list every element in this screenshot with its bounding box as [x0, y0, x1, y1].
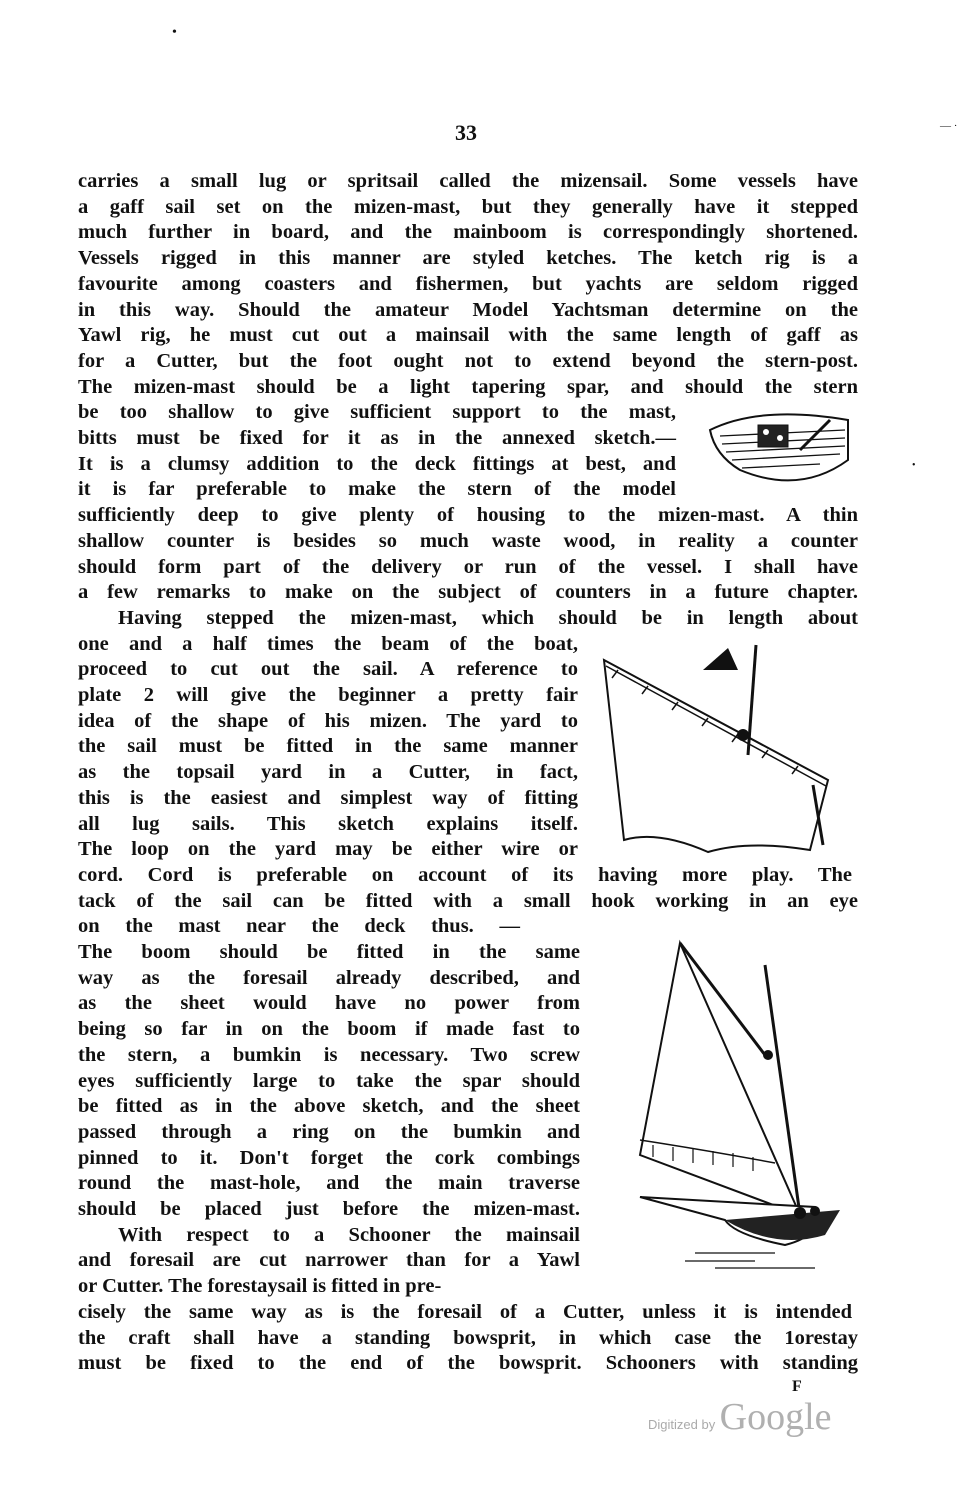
text-line: plate 2 will give the beginner a pretty fair — [78, 684, 578, 706]
text-line: passed through a ring on the bumkin and — [78, 1120, 580, 1143]
text-line: on the mast near the deck thus. — — [78, 915, 520, 938]
text-line: this is the easiest and simplest way of fitting — [78, 786, 578, 809]
text-line: sufficiently deep to give plenty of housing to the mizen-mast. A thin — [78, 504, 858, 527]
text-line: The boom should be fitted in the same — [78, 941, 580, 963]
stern-bitts-sketch — [700, 400, 855, 505]
watermark-prefix: Digitized by — [648, 1417, 716, 1432]
text-line: Yawl rig, he must cut out a mainsail with the same length of gaff as — [78, 324, 858, 347]
text-line: should form part of the delivery or run of the vessel. I shall have — [78, 555, 858, 578]
text-line: be too shallow to give sufficient support to the mast, — [78, 401, 676, 424]
text-line: all lug sails. This sketch explains itself. — [78, 812, 578, 835]
text-line: bitts must be fixed for it as in the annexed sketch.— — [78, 427, 676, 449]
text-line: Vessels rigged in this manner are styled ketches. The ketch rig is a — [78, 247, 858, 270]
text-line: be fitted as in the above sketch, and the sheet — [78, 1095, 580, 1118]
text-line: shallow counter is besides so much waste wood, in reality a counter — [78, 529, 858, 552]
text-line: the stern, a bumkin is necessary. Two screw — [78, 1043, 580, 1066]
text-line: one and a half times the beam of the boat, — [78, 632, 578, 655]
text-line: With respect to a Schooner the mainsail — [118, 1223, 580, 1246]
text-line: The loop on the yard may be either wire or — [78, 838, 578, 861]
text-line: a gaff sail set on the mizen-mast, but they generally have it stepped — [78, 195, 858, 218]
text-line: Having stepped the mizen-mast, which should be in length about — [118, 606, 858, 629]
text-line: eyes sufficiently large to take the spar should — [78, 1069, 580, 1092]
page-number: 33 — [455, 120, 477, 145]
text-line: favourite among coasters and fishermen, but yachts are seldom rigged — [78, 272, 858, 295]
text-line: way as the foresail already described, and — [78, 966, 580, 989]
text-line: much further in board, and the mainboom is correspondingly shortened. — [78, 221, 858, 244]
text-line: in this way. Should the amateur Model Yachtsman determine on the — [78, 298, 858, 321]
sailboat-bumkin-sketch — [625, 935, 845, 1275]
stray-mark: • — [912, 460, 916, 471]
text-line: cisely the same way as is the foresail of a Cutter, unless it is intended — [78, 1300, 852, 1323]
signature-mark: F — [792, 1378, 802, 1395]
text-line: must be fixed to the end of the bowsprit. Schooners with standing — [78, 1352, 858, 1375]
text-line: tack of the sail can be fitted with a small hook working in an eye — [78, 889, 858, 912]
text-line: carries a small lug or spritsail called the mizensail. Some vessels have — [78, 170, 858, 192]
text-line: as the sheet would have no power from — [78, 992, 580, 1015]
text-line: the craft shall have a standing bowsprit, in which case the 1orestay — [78, 1326, 858, 1349]
text-line: pinned to it. Don't forget the cork combings — [78, 1146, 580, 1169]
text-line: for a Cutter, but the foot ought not to extend beyond the stern-post. — [78, 349, 858, 372]
text-line: It is a clumsy addition to the deck fittings at best, and — [78, 452, 676, 475]
text-line: round the mast-hole, and the main traverse — [78, 1172, 580, 1195]
text-line: and foresail are cut narrower than for a Yawl — [78, 1249, 580, 1272]
stray-mark: –– · — [940, 120, 958, 132]
lug-sail-yard-sketch — [598, 640, 838, 865]
text-line: as the topsail yard in a Cutter, in fact, — [78, 761, 578, 784]
text-line: a few remarks to make on the subject of counters in a future chapter. — [78, 581, 858, 604]
text-line: or Cutter. The forestaysail is fitted in pre- — [78, 1275, 442, 1298]
stray-mark: • — [172, 25, 177, 40]
text-line: proceed to cut out the sail. A reference to — [78, 658, 578, 681]
text-line: should be placed just before the mizen-mast. — [78, 1198, 580, 1220]
text-line: cord. Cord is preferable on account of its having more play. The — [78, 863, 852, 886]
google-watermark — [648, 1395, 832, 1439]
text-line: idea of the shape of his mizen. The yard to — [78, 709, 578, 732]
text-line: The mizen-mast should be a light tapering spar, and should the stern — [78, 375, 858, 398]
google-logo: Google — [719, 1396, 832, 1438]
text-line: the sail must be fitted in the same manner — [78, 735, 578, 758]
text-line: it is far preferable to make the stern of the model — [78, 478, 676, 501]
text-line: being so far in on the boom if made fast to — [78, 1018, 580, 1041]
